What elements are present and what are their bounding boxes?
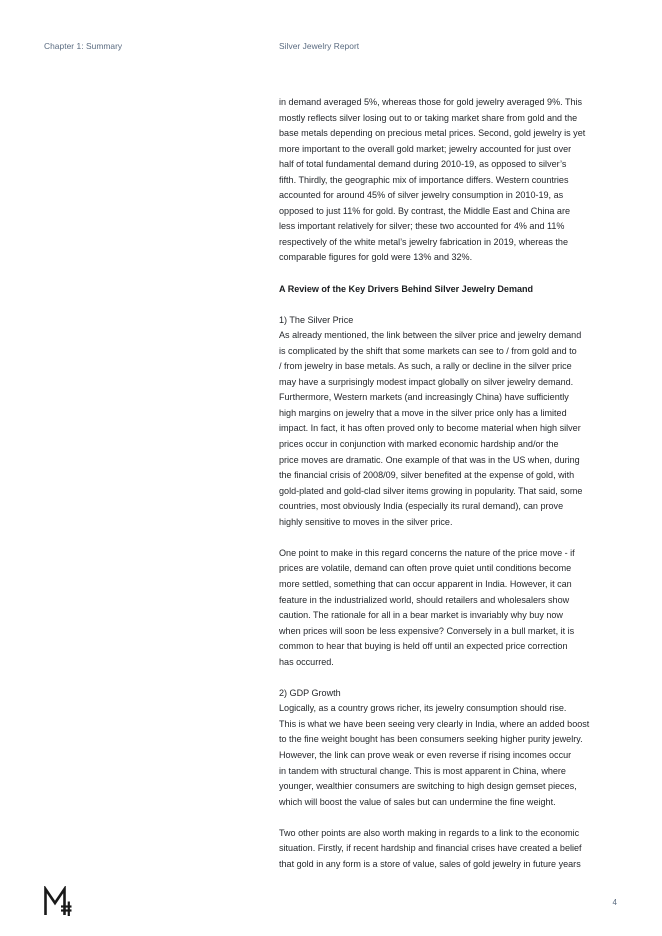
- text-line: in tandem with structural change. This is most apparent in China, where: [279, 765, 566, 776]
- text-line: This is what we have been seeing very clearly in India, where an added boost: [279, 718, 590, 729]
- text-line: impact. In fact, it has often proved only to become material when high silver: [279, 423, 581, 434]
- text-line: that gold in any form is a store of value, sales of gold jewelry in future years: [279, 858, 581, 869]
- text-line: prices are volatile, demand can often prove quiet until conditions become: [279, 563, 572, 574]
- text-line: opposed to just 11% for gold. By contrast, the Middle East and China are: [279, 205, 571, 216]
- text-line: in demand averaged 5%, whereas those for gold jewelry averaged 9%. This: [279, 97, 583, 107]
- text-line: Logically, as a country grows richer, its jewelry consumption should rise.: [279, 703, 567, 714]
- text-line: countries, most obviously India (especially its rural demand), can prove: [279, 501, 564, 512]
- text-line: feature in the industrialized world, should retailers and wholesalers show: [279, 594, 570, 605]
- text-line: accounted for around 45% of silver jewelry consumption in 2010-19, as: [279, 190, 564, 201]
- text-line: comparable figures for gold were 13% and 32%.: [279, 252, 473, 263]
- page-number: 4: [612, 898, 617, 907]
- text-line: fifth. Thirdly, the geographic mix of importance differs. Western countries: [279, 174, 569, 185]
- text-line: the financial crisis of 2008/09, silver benefited at the expense of gold, with: [279, 470, 575, 481]
- text-line: respectively of the white metal’s jewelry fabrication in 2019, whereas the: [279, 236, 568, 247]
- paragraph-economic-situation: [279, 826, 619, 873]
- text-line: base metals depending on precious metal prices. Second, gold jewelry is yet: [279, 128, 586, 139]
- text-line: mostly reflects silver losing out to or taking market share from gold and the: [279, 112, 578, 123]
- report-title-header: Silver Jewelry Report: [279, 41, 360, 51]
- text-line: One point to make in this regard concerns the nature of the price move - if: [279, 547, 575, 558]
- text-line: common to hear that buying is held off until an expected price correction: [279, 641, 568, 652]
- text-line: which will boost the value of sales but can undermine the fine weight.: [279, 796, 556, 807]
- text-line: when prices will soon be less expensive? Conversely in a bull market, it is: [279, 625, 575, 636]
- text-line: younger, wealthier consumers are switching to high design gemset pieces,: [279, 781, 577, 792]
- text-line: / from jewelry in base metals. As such, a rally or decline in the silver price: [279, 361, 572, 372]
- text-line: may have a surprisingly modest impact globally on silver jewelry demand.: [279, 376, 574, 387]
- text-line: Two other points are also worth making in regards to a link to the economic: [279, 827, 580, 838]
- paragraph-gold-comparison: [279, 95, 619, 266]
- text-line: more settled, something that can occur apparent in India. However, it can: [279, 578, 572, 589]
- text-line: prices occur in conjunction with marked economic hardship and/or the: [279, 439, 559, 450]
- text-line: highly sensitive to moves in the silver price.: [279, 516, 453, 527]
- section-heading: A Review of the Key Drivers Behind Silver Jewelry Demand: [279, 283, 534, 294]
- text-line: less important relatively for silver; these two accounted for 4% and 11%: [279, 221, 565, 232]
- section-heading-block: [279, 282, 619, 298]
- paragraph-gdp-growth: [279, 686, 619, 810]
- text-line: caution. The rationale for all in a bear market is invariably why buy now: [279, 610, 563, 621]
- subheading-gdp-growth: 2) GDP Growth: [279, 687, 341, 698]
- chapter-header: Chapter 1: Summary: [44, 41, 123, 51]
- text-line: high margins on jewelry that a move in the silver price only has a limited: [279, 407, 567, 418]
- text-line: gold-plated and gold-clad silver items growing in popularity. That said, some: [279, 485, 583, 496]
- text-line: However, the link can prove weak or even reverse if rising incomes occur: [279, 749, 572, 760]
- metals-focus-logo-icon: [43, 886, 73, 917]
- subheading-silver-price: 1) The Silver Price: [279, 314, 354, 325]
- silver-price-text: [279, 328, 619, 530]
- paragraph-price-move: [279, 546, 619, 670]
- text-line: situation. Firstly, if recent hardship and financial crises have created a belief: [279, 843, 582, 854]
- text-line: Furthermore, Western markets (and increasingly China) have sufficiently: [279, 392, 569, 403]
- text-line: has occurred.: [279, 656, 334, 667]
- text-line: to the fine weight bought has been consumers seeking higher purity jewelry.: [279, 734, 583, 745]
- text-line: half of total fundamental demand during 2010-19, as opposed to silver’s: [279, 159, 567, 170]
- text-line: more important to the overall gold market; jewelry accounted for just over: [279, 143, 572, 154]
- gdp-growth-text: [279, 701, 619, 810]
- text-line: price moves are dramatic. One example of that was in the US when, during: [279, 454, 580, 465]
- text-line: As already mentioned, the link between the silver price and jewelry demand: [279, 330, 582, 341]
- paragraph-silver-price: [279, 313, 619, 531]
- body-text-column: [279, 95, 619, 888]
- text-line: is complicated by the shift that some markets can see to / from gold and to: [279, 345, 577, 356]
